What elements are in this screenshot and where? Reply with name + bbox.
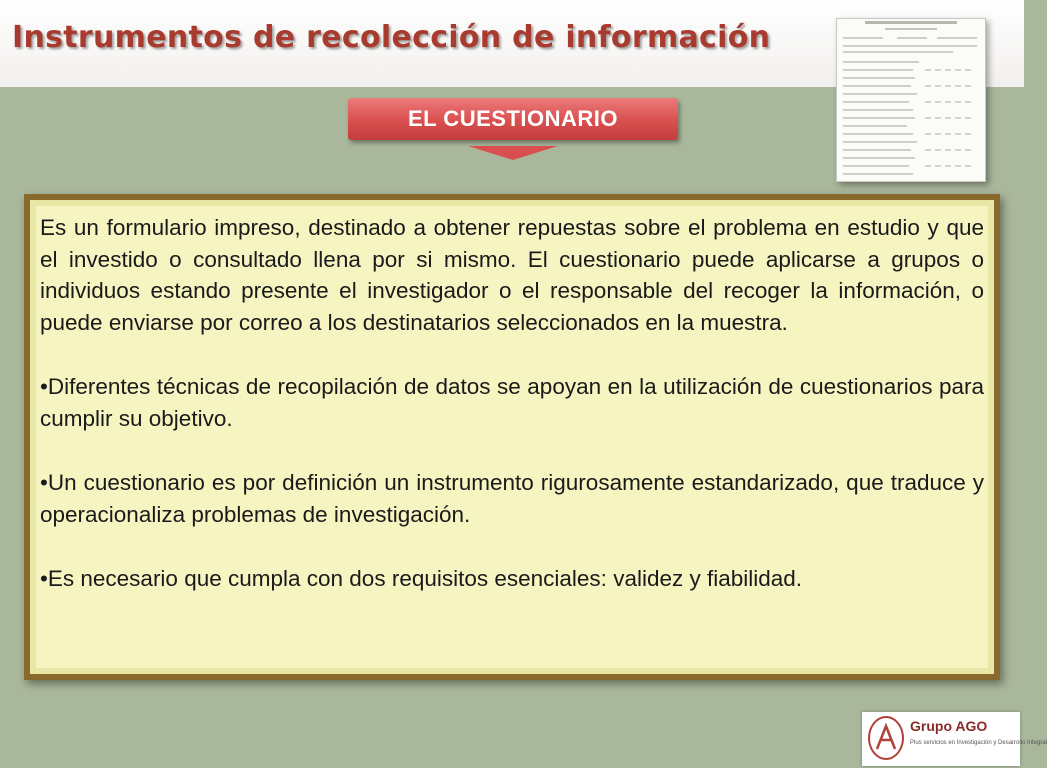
brand-logo — [862, 712, 1047, 766]
logo-brand: Grupo AGO — [910, 718, 988, 734]
definition-paragraph: Es un formulario impreso, destinado a obtener repuestas sobre el problema en estudio y que el investido o consultado llena por si mismo. El cuestionario puede aplicarse a grupos o individuos estando presente el investigador o el responsable del recoger la información, o puede enviarse por correo a los destinatarios seleccionados en la muestra. — [40, 215, 984, 335]
badge-box — [348, 98, 678, 140]
logo-tagline: Plus servicios en Investigación y Desarrollo Integral — [910, 740, 1047, 746]
bullet-techniques: •Diferentes técnicas de recopilación de datos se apoyan en la utilización de cuestionarios para cumplir su objetivo. — [40, 374, 984, 431]
bullet-requirements: •Es necesario que cumpla con dos requisitos esenciales: validez y fiabilidad. — [40, 566, 803, 591]
content-text — [40, 212, 984, 628]
badge-label: EL CUESTIONARIO — [407, 106, 618, 131]
content-panel — [24, 194, 1000, 680]
section-badge — [348, 98, 678, 164]
page-title: Instrumentos de recolección de información — [12, 20, 771, 55]
questionnaire-thumbnail — [836, 18, 986, 182]
bullet-standardized: •Un cuestionario es por definición un instrumento rigurosamente estandarizado, que traduce y operacionaliza problemas de investigación. — [40, 470, 984, 527]
logo-emblem-icon — [868, 716, 904, 760]
badge-arrow-icon — [468, 146, 558, 160]
